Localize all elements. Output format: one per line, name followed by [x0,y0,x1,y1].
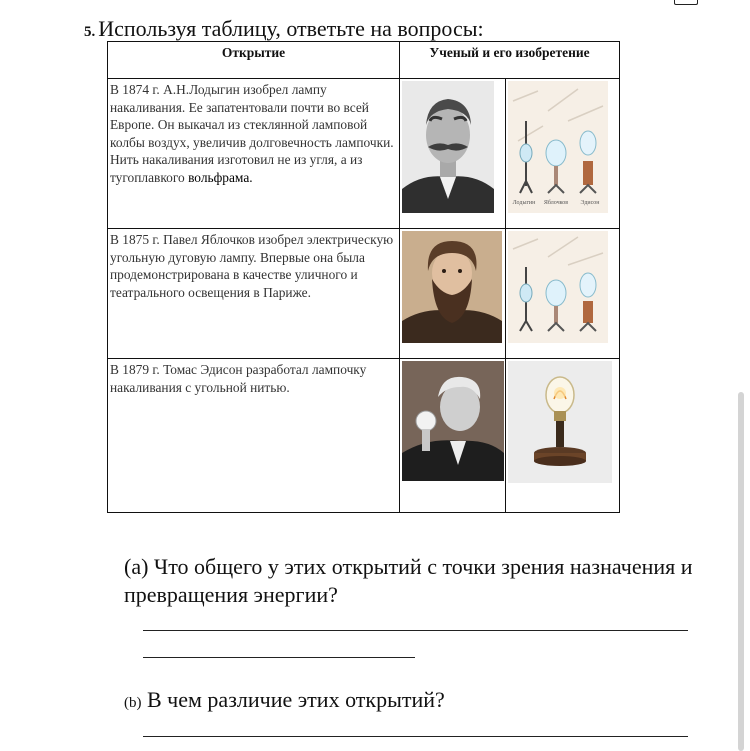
question-b [124,686,445,717]
lamp-cell [506,229,620,359]
question-b-text: В чем различие этих открытий? [147,687,445,712]
lamp-caption-3: Эдисон [580,200,600,206]
question-text: Используя таблицу, ответьте на вопросы: [98,16,484,41]
discovery-cell [108,229,400,359]
answer-line-a2[interactable] [143,657,415,658]
discovery-text: В 1875 г. Павел Яблочков изобрел электрическую угольную дуговую лампу. Впервые она была продемонстрирована в качестве уличного и театрального освещения в Париже. [110,232,394,300]
portrait-cell [400,359,506,513]
discovery-cell [108,359,400,513]
lamps-illustration [508,231,608,343]
question-b-label: (b) [124,695,142,711]
scrollbar[interactable] [738,392,744,751]
answer-line-b1[interactable] [143,736,688,737]
question-number: 5. [84,24,96,40]
discovery-cell [108,79,400,229]
question-a [124,553,714,609]
portrait-cell [400,229,506,359]
table-row [108,79,620,229]
lamp-cell [506,79,620,229]
lamps-illustration [508,81,608,213]
discovery-text: В 1874 г. А.Н.Лодыгин изобрел лампу накаливания. Ее запатентовали почти во всей Европе. Он выкачал из стеклянной ламповой колбы воздух, увеличив долговечность лампочки. Нить накаливания изготовил не из угля, а из тугоплавкого вольфрама. [110,82,394,185]
page-corner-mark [674,0,698,5]
question-a-label: (a) [124,554,149,579]
lamp-caption-2: Яблочков [543,200,569,206]
header-scientist-invention: Ученый и его изобретение [400,42,620,79]
portrait-yablochkov [402,231,502,343]
portrait-cell [400,79,506,229]
discovery-text: В 1879 г. Томас Эдисон разработал лампочку накаливания с угольной нитью. [110,362,367,395]
table-row [108,359,620,513]
lamp-cell [506,359,620,513]
edison-lamp-photo [508,361,612,483]
portrait-lodygin [402,81,494,213]
answer-line-a1[interactable] [143,630,688,631]
portrait-edison [402,361,504,481]
lamp-caption-1: Лодыгин [512,200,536,206]
question-a-text: Что общего у этих открытий с точки зрения назначения и превращения энергии? [124,554,693,607]
discoveries-table [107,41,620,513]
table-row [108,229,620,359]
header-discovery: Открытие [108,42,400,79]
